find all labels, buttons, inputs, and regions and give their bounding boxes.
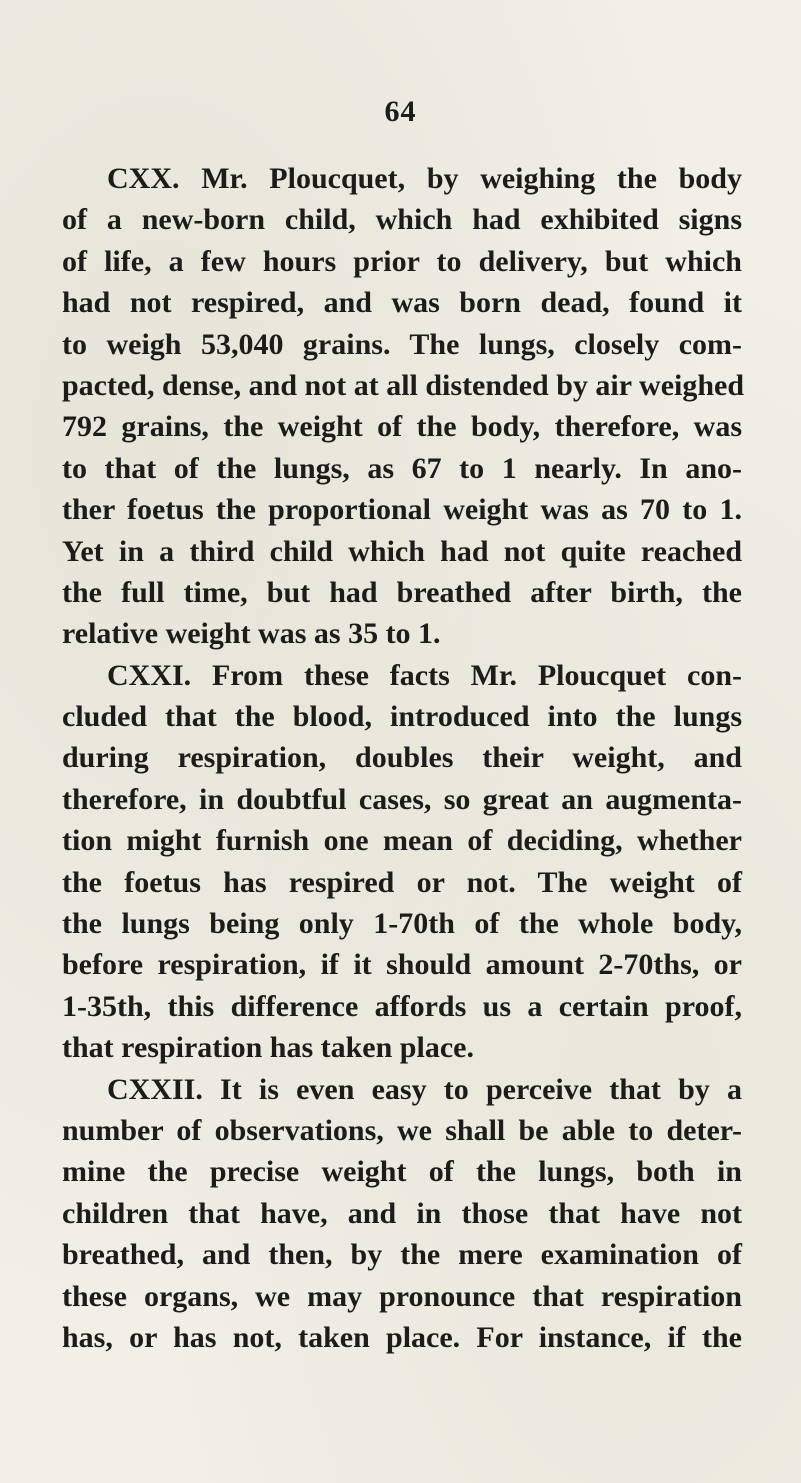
text-line: during respiration, doubles their weight, and	[62, 741, 742, 775]
text-line: 792 grains, the weight of the body, therefore, was	[62, 410, 742, 444]
text-line: had not respired, and was born dead, found it	[62, 286, 742, 320]
text-line: has, or has not, taken place. For instance, if the	[62, 1320, 742, 1354]
text-line: relative weight was as 35 to 1.	[62, 617, 441, 651]
body-text	[62, 158, 745, 1358]
text-line: of life, a few hours prior to delivery, but which	[62, 244, 742, 278]
text-line: ther foetus the proportional weight was as 70 to 1.	[62, 493, 742, 527]
text-line: before respiration, if it should amount 2-70ths, or	[62, 948, 742, 982]
text-line: of a new-born child, which had exhibited signs	[62, 203, 742, 237]
text-line: these organs, we may pronounce that respiration	[62, 1279, 742, 1313]
text-line: breathed, and then, by the mere examination of	[62, 1238, 742, 1272]
text-line: to that of the lungs, as 67 to 1 nearly. In ano-	[62, 451, 742, 485]
text-line: tion might furnish one mean of deciding, whether	[62, 824, 742, 858]
text-line: the foetus has respired or not. The weight of	[62, 865, 742, 899]
text-line: Yet in a third child which had not quite reached	[62, 534, 742, 568]
page-number: 64	[384, 95, 417, 128]
text-line: the full time, but had breathed after birth, the	[62, 575, 742, 609]
text-line: CXX. Mr. Ploucquet, by weighing the body	[107, 162, 742, 195]
text-line: CXXI. From these facts Mr. Ploucquet con-	[107, 658, 742, 692]
text-line: pacted, dense, and not at all distended by air weighed	[62, 368, 745, 402]
text-line: to weigh 53,040 grains. The lungs, closely com-	[62, 327, 742, 361]
text-line: therefore, in doubtful cases, so great an augmenta-	[62, 782, 742, 816]
text-line: mine the precise weight of the lungs, both in	[62, 1155, 742, 1189]
text-line: cluded that the blood, introduced into the lungs	[62, 700, 742, 734]
text-line: number of observations, we shall be able to deter-	[62, 1113, 742, 1147]
text-line: that respiration has taken place.	[62, 1031, 474, 1065]
text-line: the lungs being only 1-70th of the whole body,	[62, 907, 742, 941]
text-line: 1-35th, this difference affords us a certain proof,	[62, 989, 742, 1023]
text-line: CXXII. It is even easy to perceive that by a	[107, 1072, 742, 1106]
text-line: children that have, and in those that have not	[62, 1196, 742, 1230]
